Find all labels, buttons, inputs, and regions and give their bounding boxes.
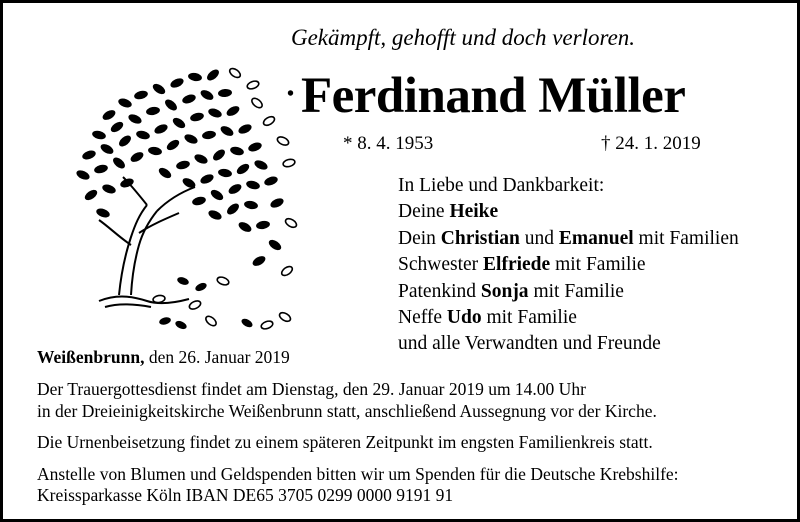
death-date: † 24. 1. 2019: [601, 133, 701, 154]
mourner-line: Neffe Udo mit Familie: [398, 307, 577, 329]
mourner-line: Deine Heike: [398, 201, 499, 223]
mourners-list: [398, 173, 739, 358]
place-and-date: [37, 347, 290, 368]
service-line: Der Trauergottesdienst findet am Dienstag, den 29. Januar 2019 um 14.00 Uhr: [37, 379, 586, 399]
mourner-name: Christian: [440, 227, 520, 249]
mourner-name: Udo: [446, 307, 482, 329]
mourner-line: Dein Christian und Emanuel mit Familien: [398, 227, 739, 249]
mourner-name: Elfriede: [483, 254, 551, 276]
name-ornament: •: [287, 83, 295, 105]
donation-line: Anstelle von Blumen und Geldspenden bitten wir um Spenden für die Deutsche Krebshilfe:: [37, 463, 679, 484]
mourners-intro: In Liebe und Dankbarkeit:: [398, 175, 605, 196]
mourner-name: Sonja: [480, 280, 529, 302]
birth-date: * 8. 4. 1953: [343, 133, 434, 154]
urn-burial-text: Die Urnenbeisetzung findet zu einem späteren Zeitpunkt im engsten Familienkreis statt.: [37, 432, 653, 452]
notice-details: [37, 379, 679, 507]
mourners-closing: und alle Verwandten und Freunde: [398, 333, 661, 355]
windblown-tree-image: [39, 55, 301, 345]
mourner-line: Schwester Elfriede mit Familie: [398, 254, 646, 276]
service-line: in der Dreieinigkeitskirche Weißenbrunn statt, anschließend Aussegnung vor der Kirche.: [37, 400, 657, 421]
deceased-name: Ferdinand Müller: [301, 68, 686, 124]
mourner-name: Emanuel: [558, 227, 634, 249]
mourner-name: Heike: [449, 201, 499, 223]
motto: Gekämpft, gehofft und doch verloren.: [290, 25, 636, 50]
place-name: Weißenbrunn,: [37, 347, 145, 367]
bank-details: Kreissparkasse Köln IBAN DE65 3705 0299 0000 9191 91: [37, 485, 454, 505]
notice-date: den 26. Januar 2019: [144, 347, 290, 367]
mourner-line: Patenkind Sonja mit Familie: [398, 280, 624, 302]
